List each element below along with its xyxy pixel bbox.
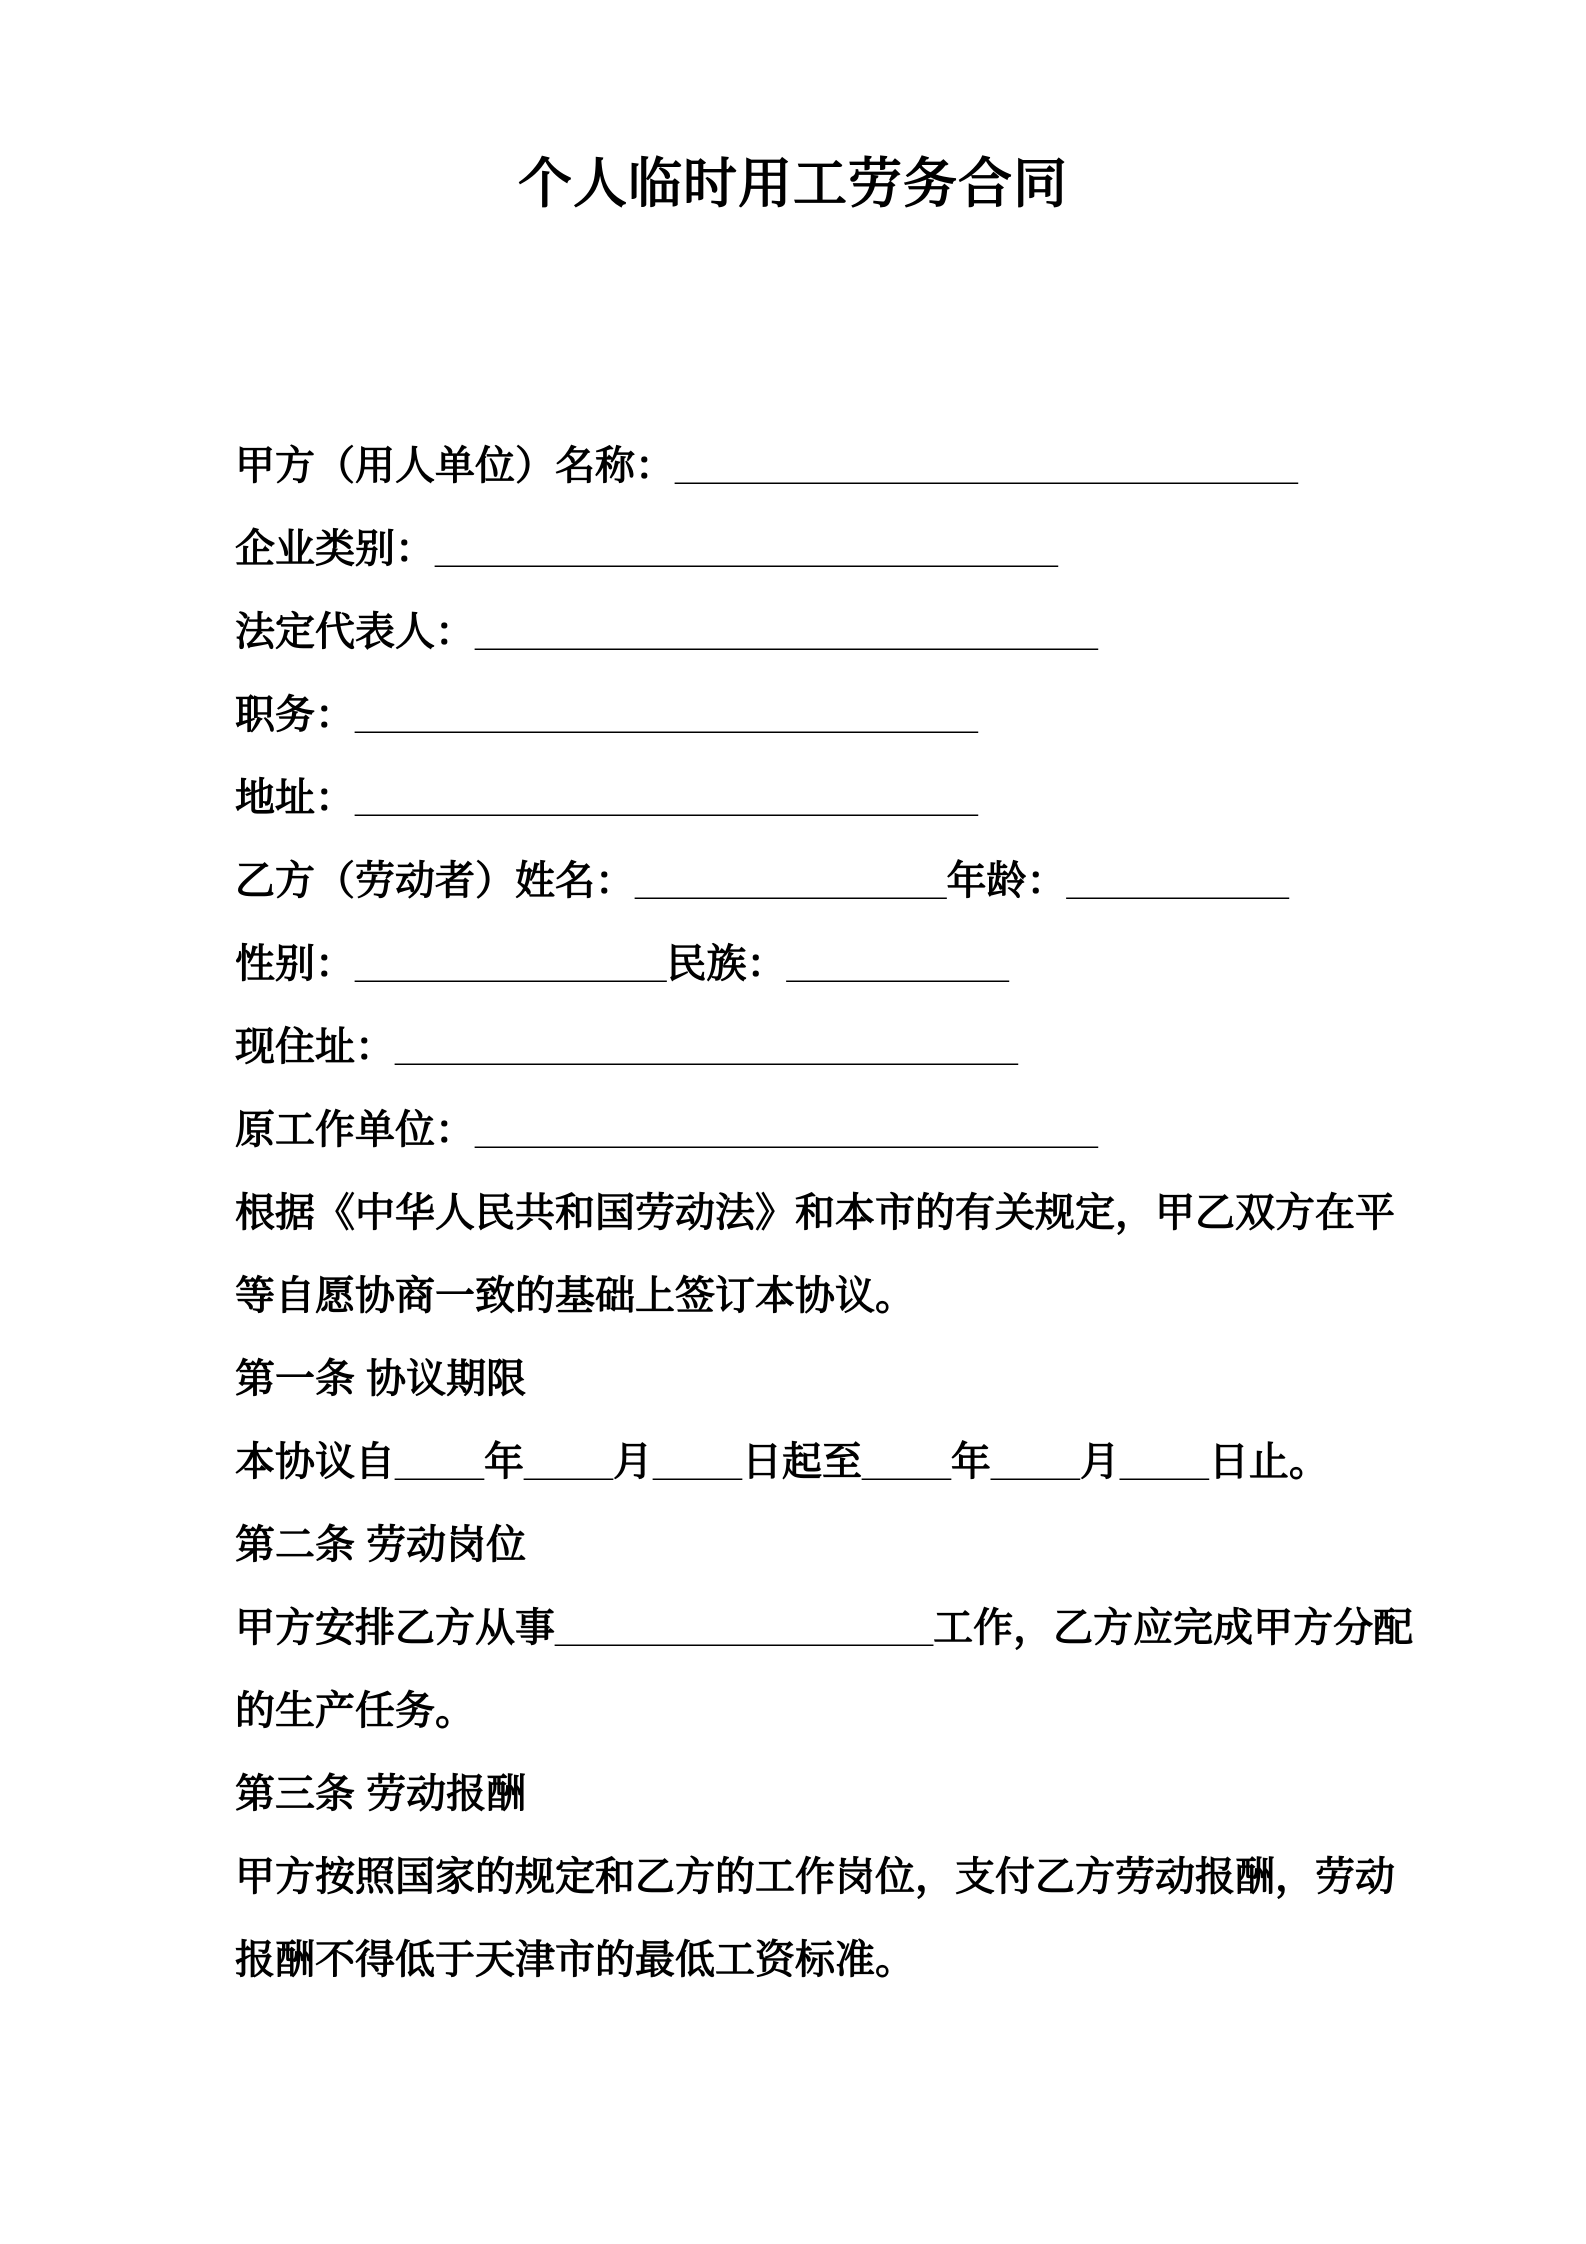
article-3-heading: 第三条 劳动报酬 [235,1771,527,1816]
article-1-heading: 第一条 协议期限 [235,1356,527,1401]
article-3-body-line-1: 甲方按照国家的规定和乙方的工作岗位，支付乙方劳动报酬，劳动 [235,1854,1395,1899]
preamble-line-1: 根据《中华人民共和国劳动法》和本市的有关规定，甲乙双方在平 [235,1190,1395,1235]
field-address: 地址：____________________________ [235,775,978,820]
field-former-employer: 原工作单位：____________________________ [235,1107,1098,1152]
article-1-body: 本协议自____年____月____日起至____年____月____日止。 [235,1439,1329,1484]
document-title: 个人临时用工劳务合同 [518,154,1068,214]
field-legal-representative: 法定代表人：____________________________ [235,609,1098,654]
preamble-line-2: 等自愿协商一致的基础上签订本协议。 [235,1273,915,1318]
field-party-a-name: 甲方（用人单位）名称：____________________________ [235,443,1298,488]
document-body [0,425,1586,2002]
article-2-heading: 第二条 劳动岗位 [235,1522,527,1567]
field-position: 职务：____________________________ [235,692,978,737]
article-2-body-line-1: 甲方安排乙方从事_________________工作，乙方应完成甲方分配 [235,1605,1414,1650]
field-party-b-name-age: 乙方（劳动者）姓名：______________年龄：__________ [235,858,1289,903]
article-2-body-line-2: 的生产任务。 [235,1688,475,1733]
field-current-address: 现住址：____________________________ [235,1024,1018,1069]
field-gender-ethnicity: 性别：______________民族：__________ [235,941,1009,986]
field-enterprise-type: 企业类别：____________________________ [235,526,1058,571]
article-3-body-line-2: 报酬不得低于天津市的最低工资标准。 [235,1937,915,1982]
